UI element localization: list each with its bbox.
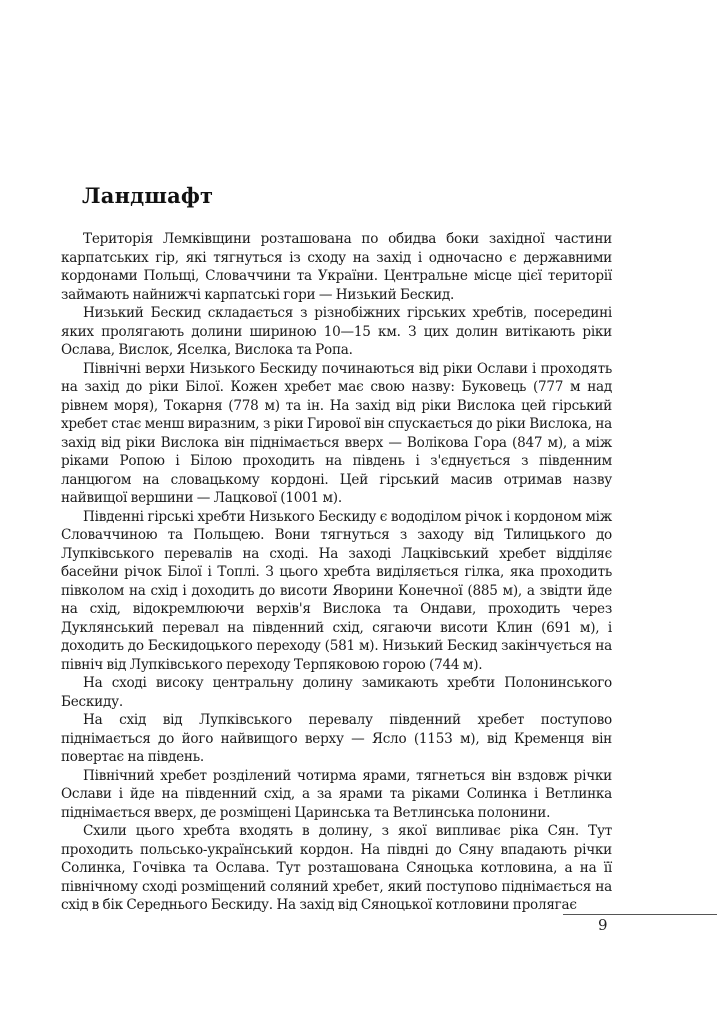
paragraph: Північні верхи Низького Бескиду починаються від ріки Ослави і проходять на захід до ріки Білої. Кожен хребет має свою назву: Буковець (777 м над рівнем моря), Токарня (778 м) та ін. На захід від ріки Вислока цей гірський хребет стає менш виразним, з ріки Гирової він спускається до ріки Вислока, на захід від ріки Вислока він піднімається вверх — Волікова Гора (847 м), а між ріками Ропою і Білою проходить на південь і з'єднується з південним ланцюгом на словацькому кордоні. Цей гірський масив отримав назву найвищої вершини — Лацкової (1001 м).	[61, 360, 612, 506]
paragraph: Територія Лемківщини розташована по обидва боки західної частини карпатських гір, які тягнуться із сходу на захід і одночасно є державними кордонами Польщі, Словаччини та України. Центральне місце цієї території займають найнижчі карпатські гори — Низький Бескид.	[61, 231, 612, 303]
section-title: Ландшафт	[82, 183, 214, 208]
paragraph: Північний хребет розділений чотирма ярами, тягнеться він вздовж річки Ослави і йде на південний схід, а за ярами та ріками Солинка і Ветлинка піднімається вверх, де розміщені Царинська та Ветлинська полонини.	[61, 767, 612, 821]
body-text	[61, 230, 612, 915]
paragraph: На сході високу центральну долину замикають хребти Полонинського Бескиду.	[61, 675, 612, 710]
paragraph: Південні гірські хребти Низького Бескиду є вододілом річок і кордоном між Словаччиною та Польщею. Вони тягнуться з заходу від Тилицького до Лупківського перевалів на сході. На заході Лацківський хребет відділяє басейни річок Білої і Топлі. З цього хребта виділяється гілка, яка проходить півколом на схід і доходить до висоти Яворини Конечної (885 м), а звідти йде на схід, відокремлюючи верхів'я Вислока та Ондави, проходить через Дуклянський перевал на південний схід, сягаючи висоти Клин (691 м), і доходить до Бескидоцького переходу (581 м). Низький Бескид закінчується на північ від Лупківського переходу Терпяковою горою (744 м).	[61, 508, 612, 673]
footer-rule	[563, 914, 717, 915]
paragraph: На схід від Лупківського перевалу південний хребет поступово піднімається до його найвищого верху — Ясло (1153 м), від Кременця він повертає на південь.	[61, 712, 612, 765]
paragraph: Низький Бескид складається з різнобіжних гірських хребтів, посередині яких пролягають долини шириною 10—15 км. З цих долин витікають ріки Ослава, Вислок, Яселка, Вислока та Ропа.	[61, 305, 612, 358]
paragraph: Схили цього хребта входять в долину, з якої випливає ріка Сян. Тут проходить польсько-український кордон. На півдні до Сяну впадають річки Солинка, Гочівка та Ослава. Тут розташована Сяноцька котловина, а на її північному сході розміщений соляний хребет, який поступово піднімається на схід в бік Середнього Бескиду. На захід від Сяноцької котловини пролягає	[61, 823, 612, 913]
page-number: 9	[598, 916, 608, 934]
